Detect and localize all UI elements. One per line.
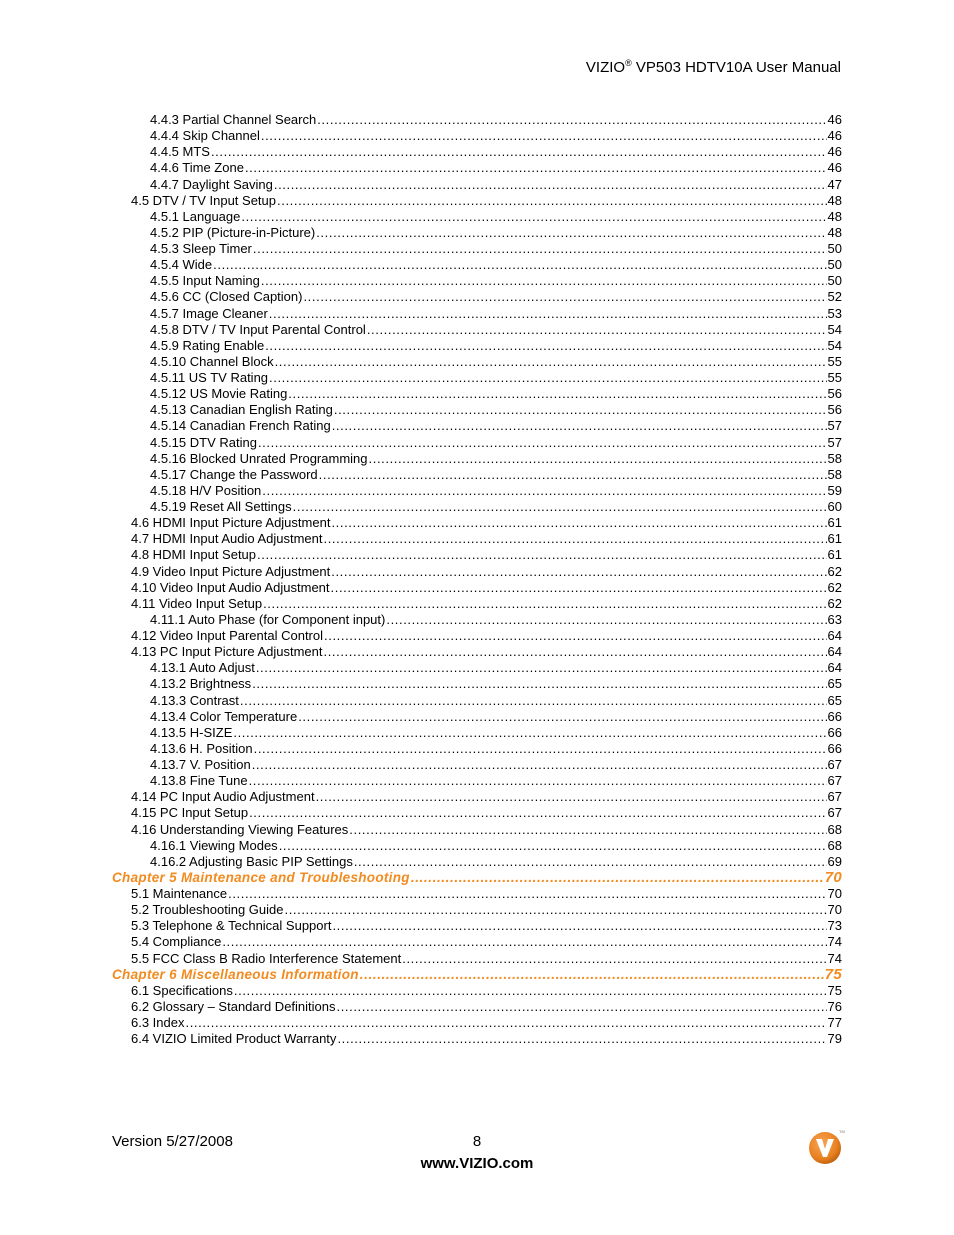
dot-leader — [261, 273, 827, 289]
dot-leader — [319, 467, 827, 483]
toc-entry-title: 4.7 HDMI Input Audio Adjustment — [131, 531, 323, 547]
dot-leader — [263, 596, 826, 612]
dot-leader — [332, 918, 826, 934]
toc-entry-title: 4.9 Video Input Picture Adjustment — [131, 563, 331, 579]
toc-entry[interactable] — [112, 741, 842, 757]
toc-entry-title: 4.10 Video Input Audio Adjustment — [131, 579, 330, 595]
toc-entry[interactable] — [112, 306, 842, 322]
dot-leader — [269, 370, 827, 386]
toc-entry-page: 61 — [827, 547, 842, 563]
toc-entry-title: 4.5.19 Reset All Settings — [150, 499, 292, 514]
toc-entry-title: 4.14 PC Input Audio Adjustment — [131, 789, 315, 805]
dot-leader — [360, 967, 824, 983]
toc-entry[interactable] — [112, 709, 842, 725]
toc-entry-title: 4.4.7 Daylight Saving — [150, 176, 273, 192]
toc-entry[interactable] — [112, 999, 842, 1015]
dot-leader — [411, 870, 824, 886]
toc-entry-title: 4.13.7 V. Position — [150, 757, 251, 772]
toc-entry[interactable] — [112, 402, 842, 418]
toc-entry-page: 64 — [827, 644, 842, 660]
dot-leader — [275, 354, 827, 370]
toc-entry-page: 61 — [827, 531, 842, 547]
toc-entry[interactable] — [112, 177, 842, 193]
toc-entry-title: 4.13 PC Input Picture Adjustment — [131, 644, 323, 660]
toc-entry-title: 4.13.6 H. Position — [150, 740, 253, 756]
toc-entry-title: 5.1 Maintenance — [131, 886, 228, 901]
toc-entry[interactable] — [112, 854, 842, 870]
toc-entry[interactable] — [112, 757, 842, 773]
toc-entry-title: 5.4 Compliance — [131, 934, 222, 950]
toc-entry-page: 76 — [827, 998, 842, 1014]
toc-entry-title: 6.2 Glossary – Standard Definitions — [131, 998, 336, 1014]
toc-entry-title: 4.4.6 Time Zone — [150, 160, 244, 176]
toc-entry[interactable] — [112, 209, 842, 225]
registered-mark: ® — [625, 58, 632, 68]
toc-entry[interactable] — [112, 1031, 842, 1047]
toc-entry[interactable] — [112, 725, 842, 741]
toc-entry-page: 50 — [827, 257, 842, 273]
toc-entry-title: 4.5.17 Change the Password — [150, 466, 318, 482]
toc-entry-page: 64 — [827, 628, 842, 643]
toc-entry-title: 4.13.4 Color Temperature — [150, 708, 298, 724]
toc-entry[interactable] — [112, 289, 842, 305]
toc-entry-page: 48 — [827, 208, 842, 224]
dot-leader — [386, 612, 826, 628]
toc-entry-title: 4.5.3 Sleep Timer — [150, 241, 252, 256]
toc-entry[interactable] — [112, 435, 842, 451]
toc-entry-title: 4.15 PC Input Setup — [131, 805, 249, 821]
dot-leader — [317, 112, 826, 128]
dot-leader — [252, 757, 827, 773]
dot-leader — [252, 676, 826, 692]
toc-entry-page: 68 — [827, 837, 842, 853]
running-header — [586, 59, 841, 76]
toc-entry-page: 67 — [827, 773, 842, 789]
dot-leader — [274, 177, 827, 193]
dot-leader — [337, 1031, 826, 1047]
toc-entry-page: 57 — [827, 434, 842, 450]
toc-entry-page: 74 — [827, 950, 842, 966]
header-brand: VIZIO — [585, 59, 626, 76]
toc-entry[interactable] — [112, 580, 842, 596]
dot-leader — [222, 934, 826, 950]
toc-entry-title: 4.16.1 Viewing Modes — [150, 837, 278, 853]
toc-entry-page: 46 — [827, 144, 842, 160]
toc-entry[interactable] — [112, 499, 842, 515]
dot-leader — [324, 644, 827, 660]
dot-leader — [367, 322, 827, 338]
dot-leader — [269, 306, 827, 322]
toc-entry[interactable] — [112, 128, 842, 144]
dot-leader — [324, 531, 827, 547]
toc-entry-page: 64 — [827, 660, 842, 676]
dot-leader — [211, 144, 827, 160]
toc-entry[interactable] — [112, 515, 842, 531]
toc-chapter-entry[interactable] — [112, 967, 842, 983]
vizio-logo-icon — [806, 1126, 846, 1166]
toc-entry-title: 4.13.2 Brightness — [150, 676, 252, 692]
toc-entry-page: 58 — [827, 466, 842, 482]
dot-leader — [258, 435, 827, 451]
toc-entry-title: 4.5.15 DTV Rating — [150, 434, 257, 450]
toc-entry-title: 4.13.1 Auto Adjust — [150, 660, 255, 676]
toc-entry-page: 62 — [827, 595, 842, 611]
toc-entry-page: 63 — [827, 611, 842, 627]
toc-entry[interactable] — [112, 273, 842, 289]
dot-leader — [337, 999, 827, 1015]
dot-leader — [256, 660, 827, 676]
toc-entry-page: 46 — [827, 112, 842, 127]
toc-entry[interactable] — [112, 1015, 842, 1031]
toc-entry[interactable] — [112, 418, 842, 434]
toc-entry-title: 4.4.3 Partial Channel Search — [150, 112, 317, 127]
toc-entry-page: 57 — [827, 418, 842, 434]
toc-entry[interactable] — [112, 983, 842, 999]
toc-entry-title: 4.11 Video Input Setup — [131, 595, 263, 611]
toc-entry-page: 67 — [827, 789, 842, 805]
toc-entry-page: 59 — [827, 482, 842, 498]
table-of-contents — [112, 112, 842, 1047]
toc-chapter-entry[interactable] — [112, 870, 842, 886]
dot-leader — [249, 773, 827, 789]
toc-entry[interactable] — [112, 612, 842, 628]
toc-entry[interactable] — [112, 531, 842, 547]
toc-entry-title: 5.2 Troubleshooting Guide — [131, 902, 284, 918]
dot-leader — [228, 886, 826, 902]
dot-leader — [213, 257, 826, 273]
toc-entry[interactable] — [112, 628, 842, 644]
header-title: VP503 HDTV10A User Manual — [631, 59, 841, 76]
toc-entry[interactable] — [112, 370, 842, 386]
toc-entry-page: 79 — [827, 1031, 842, 1047]
toc-entry-title: 5.5 FCC Class B Radio Interference Statement — [131, 950, 402, 966]
toc-entry-title: Chapter 5 Maintenance and Troubleshooting — [112, 869, 410, 885]
logo-trademark: TM — [839, 1129, 845, 1134]
toc-entry[interactable] — [112, 822, 842, 838]
toc-entry-title: 4.5.6 CC (Closed Caption) — [150, 289, 303, 305]
toc-entry-title: 4.16.2 Adjusting Basic PIP Settings — [150, 853, 353, 869]
dot-leader — [354, 854, 827, 870]
dot-leader — [261, 128, 827, 144]
toc-entry-page: 55 — [827, 370, 842, 385]
toc-entry[interactable] — [112, 805, 842, 821]
toc-entry[interactable] — [112, 902, 842, 918]
toc-entry-page: 66 — [827, 740, 842, 756]
toc-entry-title: 4.5.16 Blocked Unrated Programming — [150, 450, 368, 466]
dot-leader — [349, 822, 826, 838]
toc-entry-title: 6.3 Index — [131, 1015, 185, 1030]
toc-entry-page: 65 — [827, 692, 842, 708]
toc-entry[interactable] — [112, 773, 842, 789]
toc-entry-title: 4.5.8 DTV / TV Input Parental Control — [150, 321, 366, 337]
toc-entry-title: 4.5.10 Channel Block — [150, 353, 274, 369]
toc-entry-title: 4.4.4 Skip Channel — [150, 128, 260, 144]
toc-entry[interactable] — [112, 483, 842, 499]
toc-entry-page: 67 — [827, 805, 842, 821]
toc-entry-page: 52 — [827, 289, 842, 305]
toc-entry-title: 4.4.5 MTS — [150, 144, 210, 160]
toc-entry-page: 74 — [827, 934, 842, 950]
dot-leader — [240, 693, 827, 709]
toc-entry[interactable] — [112, 160, 842, 176]
toc-entry-page: 56 — [827, 386, 842, 402]
dot-leader — [331, 564, 826, 580]
toc-entry-page: 54 — [827, 321, 842, 337]
toc-entry-page: 75 — [827, 982, 842, 998]
dot-leader — [402, 951, 826, 967]
toc-entry-page: 70 — [827, 902, 842, 918]
toc-entry-title: 4.12 Video Input Parental Control — [131, 628, 324, 643]
toc-entry-title: 4.11.1 Auto Phase (for Component input) — [150, 611, 386, 627]
dot-leader — [233, 725, 826, 741]
toc-entry[interactable] — [112, 886, 842, 902]
toc-entry-title: 4.5.2 PIP (Picture-in-Picture) — [150, 224, 316, 240]
toc-entry-page: 48 — [827, 224, 842, 240]
dot-leader — [285, 902, 827, 918]
toc-entry-title: 4.5.4 Wide — [150, 257, 213, 273]
toc-entry-title: 4.5.5 Input Naming — [150, 273, 260, 289]
toc-entry-page: 65 — [827, 676, 842, 692]
toc-entry-title: 4.16 Understanding Viewing Features — [131, 821, 349, 837]
toc-entry[interactable] — [112, 144, 842, 160]
toc-entry[interactable] — [112, 934, 842, 950]
toc-entry-page: 70 — [824, 868, 842, 886]
toc-entry-page: 46 — [827, 128, 842, 144]
toc-entry[interactable] — [112, 386, 842, 402]
dot-leader — [262, 483, 826, 499]
toc-entry[interactable] — [112, 918, 842, 934]
toc-entry-title: 4.5.13 Canadian English Rating — [150, 402, 333, 418]
dot-leader — [277, 193, 827, 209]
toc-entry[interactable] — [112, 789, 842, 805]
toc-entry-page: 55 — [827, 353, 842, 369]
dot-leader — [369, 451, 827, 467]
dot-leader — [245, 160, 827, 176]
dot-leader — [324, 628, 827, 644]
dot-leader — [331, 515, 826, 531]
toc-entry[interactable] — [112, 112, 842, 128]
toc-entry-page: 67 — [827, 757, 842, 772]
toc-entry[interactable] — [112, 467, 842, 483]
dot-leader — [253, 241, 827, 257]
dot-leader — [331, 580, 827, 596]
toc-entry[interactable] — [112, 338, 842, 354]
toc-entry-title: 4.5.14 Canadian French Rating — [150, 418, 331, 434]
toc-entry-page: 62 — [827, 563, 842, 579]
dot-leader — [249, 805, 826, 821]
toc-entry[interactable] — [112, 322, 842, 338]
dot-leader — [303, 289, 826, 305]
dot-leader — [316, 789, 827, 805]
dot-leader — [334, 402, 827, 418]
toc-entry-title: 4.6 HDMI Input Picture Adjustment — [131, 515, 331, 531]
toc-entry-title: 4.8 HDMI Input Setup — [131, 547, 257, 563]
toc-entry[interactable] — [112, 596, 842, 612]
toc-entry-page: 46 — [827, 160, 842, 176]
toc-entry-title: 6.1 Specifications — [131, 982, 233, 998]
toc-entry[interactable] — [112, 225, 842, 241]
toc-entry-title: 4.13.5 H-SIZE — [150, 724, 233, 740]
toc-entry-title: 4.5 DTV / TV Input Setup — [131, 192, 277, 208]
toc-entry-title: 4.5.12 US Movie Rating — [150, 386, 288, 402]
dot-leader — [186, 1015, 827, 1031]
toc-entry-page: 56 — [827, 402, 842, 418]
footer-version: Version 5/27/2008 — [112, 1133, 233, 1150]
toc-entry[interactable] — [112, 838, 842, 854]
toc-entry[interactable] — [112, 257, 842, 273]
toc-entry-page: 48 — [827, 192, 842, 208]
toc-entry[interactable] — [112, 693, 842, 709]
toc-entry-page: 66 — [827, 708, 842, 724]
toc-entry[interactable] — [112, 241, 842, 257]
toc-entry[interactable] — [112, 451, 842, 467]
dot-leader — [257, 547, 827, 563]
toc-entry[interactable] — [112, 660, 842, 676]
toc-entry-title: 4.5.11 US TV Rating — [150, 370, 269, 385]
toc-entry-title: 5.3 Telephone & Technical Support — [131, 918, 332, 934]
toc-entry-page: 53 — [827, 305, 842, 321]
dot-leader — [279, 838, 827, 854]
toc-entry-page: 50 — [827, 241, 842, 256]
toc-entry-page: 69 — [827, 853, 842, 869]
toc-entry-page: 54 — [827, 337, 842, 353]
dot-leader — [234, 983, 827, 999]
toc-entry-title: 4.5.18 H/V Position — [150, 482, 262, 498]
toc-entry-title: 4.5.7 Image Cleaner — [150, 305, 268, 321]
toc-entry-title: 4.5.9 Rating Enable — [150, 337, 265, 353]
toc-entry[interactable] — [112, 354, 842, 370]
footer-url[interactable]: www.VIZIO.com — [420, 1155, 534, 1172]
toc-entry-page: 70 — [827, 886, 842, 901]
toc-entry-page: 60 — [827, 499, 842, 514]
toc-entry[interactable] — [112, 547, 842, 563]
toc-entry-page: 66 — [827, 724, 842, 740]
toc-entry-page: 62 — [827, 579, 842, 595]
dot-leader — [241, 209, 826, 225]
dot-leader — [254, 741, 827, 757]
toc-entry-page: 73 — [827, 918, 842, 934]
dot-leader — [288, 386, 826, 402]
toc-entry-page: 47 — [827, 176, 842, 192]
toc-entry[interactable] — [112, 644, 842, 660]
toc-entry-page: 68 — [827, 821, 842, 837]
toc-entry-page: 77 — [827, 1015, 842, 1030]
toc-entry-title: 4.5.1 Language — [150, 208, 241, 224]
toc-entry[interactable] — [112, 676, 842, 692]
toc-entry[interactable] — [112, 564, 842, 580]
toc-entry-title: 6.4 VIZIO Limited Product Warranty — [131, 1031, 337, 1047]
dot-leader — [298, 709, 826, 725]
dot-leader — [293, 499, 827, 515]
toc-entry[interactable] — [112, 951, 842, 967]
page-number: 8 — [472, 1133, 482, 1150]
dot-leader — [316, 225, 826, 241]
toc-entry-page: 75 — [824, 965, 842, 983]
toc-entry-page: 58 — [827, 450, 842, 466]
dot-leader — [265, 338, 826, 354]
toc-entry-page: 50 — [827, 273, 842, 289]
toc-entry-title: 4.13.8 Fine Tune — [150, 773, 248, 789]
toc-entry-title: 4.13.3 Contrast — [150, 692, 239, 708]
toc-entry[interactable] — [112, 193, 842, 209]
toc-entry-page: 61 — [827, 515, 842, 531]
toc-entry-title: Chapter 6 Miscellaneous Information — [112, 966, 359, 982]
dot-leader — [332, 418, 827, 434]
